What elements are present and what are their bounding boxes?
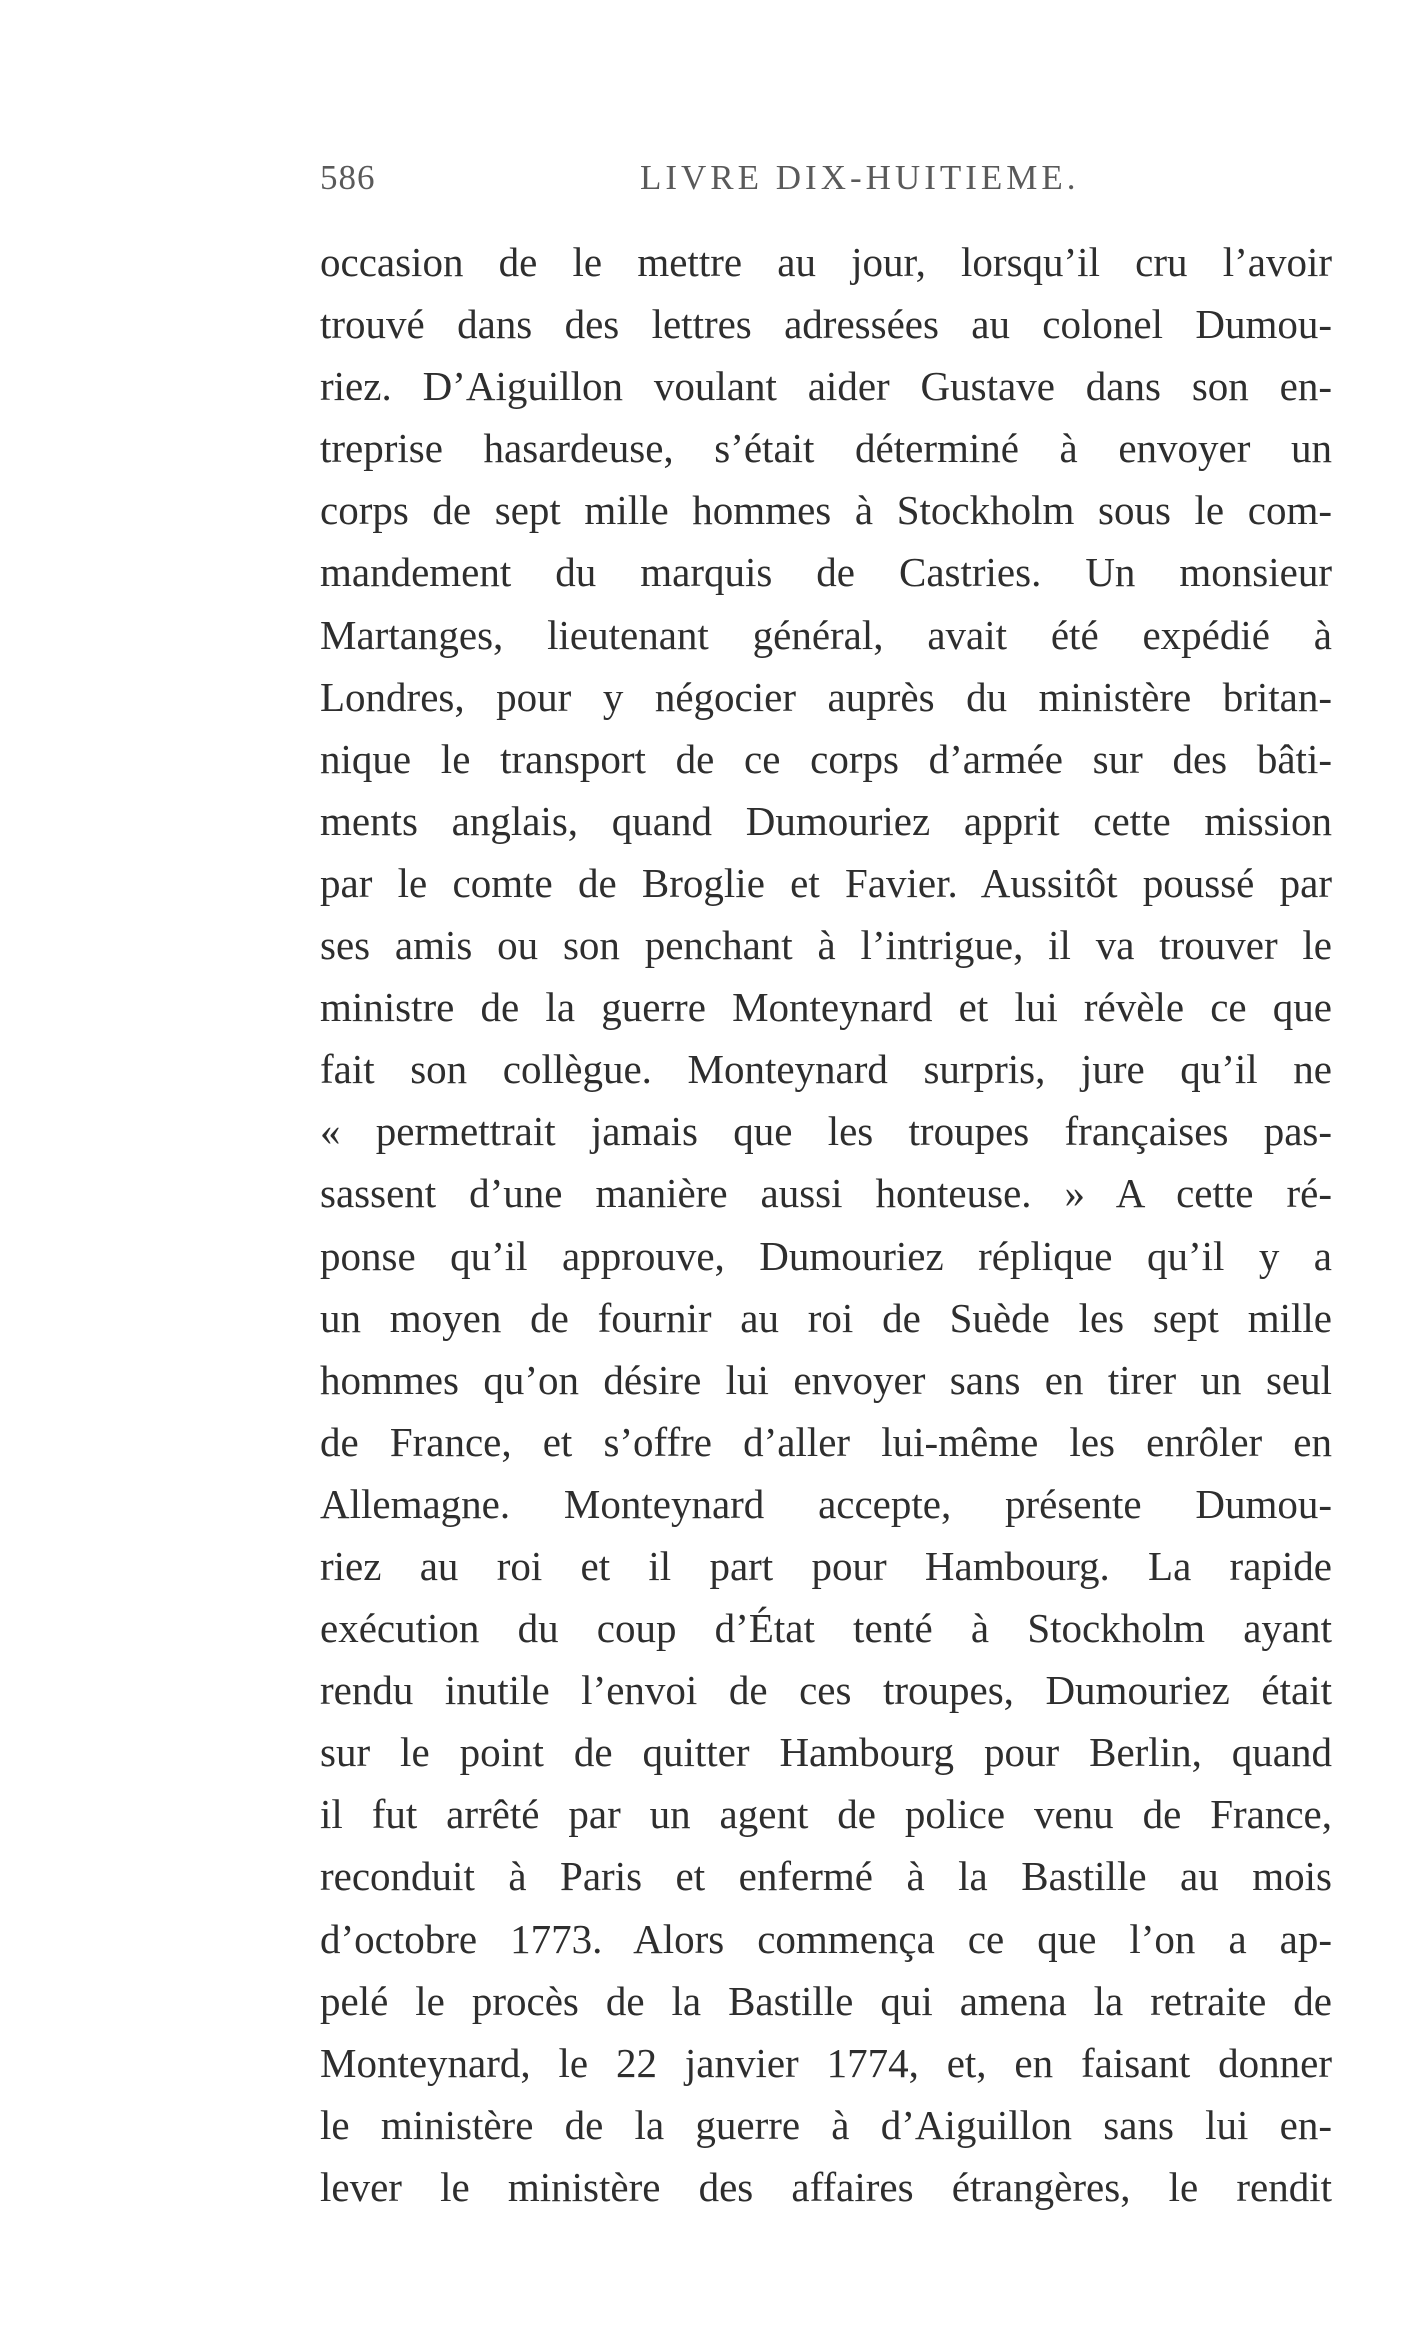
text-line: riez au roi et il part pour Hambourg. La rapide xyxy=(320,1542,1332,1589)
text-line: nique le transport de ce corps d’armée sur des bâti- xyxy=(320,735,1332,782)
text-line: corps de sept mille hommes à Stockholm sous le com- xyxy=(320,487,1332,534)
text-line: « permettrait jamais que les troupes françaises pas- xyxy=(320,1108,1332,1155)
running-head xyxy=(320,158,1332,208)
section-title: LIVRE DIX-HUITIEME. xyxy=(640,158,1080,197)
text-line: d’octobre 1773. Alors commença ce que l’on a ap- xyxy=(320,1915,1332,1962)
text-line: sassent d’une manière aussi honteuse. » A cette ré- xyxy=(320,1170,1332,1217)
text-line: Allemagne. Monteynard accepte, présente Dumou- xyxy=(320,1480,1332,1527)
text-line: un moyen de fournir au roi de Suède les sept mille xyxy=(320,1294,1332,1341)
text-line: ments anglais, quand Dumouriez apprit cette mission xyxy=(320,797,1332,844)
text-line: sur le point de quitter Hambourg pour Berlin, quand xyxy=(320,1729,1332,1776)
text-line: occasion de le mettre au jour, lorsqu’il cru l’avoir xyxy=(320,239,1332,285)
text-line: treprise hasardeuse, s’était déterminé à envoyer un xyxy=(320,425,1332,472)
text-line: trouvé dans des lettres adressées au colonel Dumou- xyxy=(320,301,1332,348)
text-line: rendu inutile l’envoi de ces troupes, Dumouriez était xyxy=(320,1667,1332,1714)
text-line: ses amis ou son penchant à l’intrigue, il va trouver le xyxy=(320,922,1332,969)
text-line: de France, et s’offre d’aller lui-même les enrôler en xyxy=(320,1418,1332,1465)
text-line: lever le ministère des affaires étrangères, le rendit xyxy=(320,2163,1332,2210)
text-line: pelé le procès de la Bastille qui amena la retraite de xyxy=(320,1977,1332,2024)
text-line: le ministère de la guerre à d’Aiguillon sans lui en- xyxy=(320,2101,1332,2148)
text-line: Londres, pour y négocier auprès du ministère britan- xyxy=(320,673,1332,720)
text-line: fait son collègue. Monteynard surpris, jure qu’il ne xyxy=(320,1046,1332,1093)
text-line: il fut arrêté par un agent de police venu de France, xyxy=(320,1791,1332,1838)
text-line: reconduit à Paris et enfermé à la Bastille au mois xyxy=(320,1853,1332,1900)
text-line: Monteynard, le 22 janvier 1774, et, en faisant donner xyxy=(320,2039,1332,2086)
body-text xyxy=(320,231,1332,2218)
page-number: 586 xyxy=(320,158,376,197)
text-line: exécution du coup d’État tenté à Stockholm ayant xyxy=(320,1605,1332,1652)
text-line: par le comte de Broglie et Favier. Aussitôt poussé par xyxy=(320,859,1332,906)
text-line: ministre de la guerre Monteynard et lui révèle ce que xyxy=(320,984,1332,1031)
text-line: ponse qu’il approuve, Dumouriez réplique qu’il y a xyxy=(320,1232,1332,1279)
text-line: mandement du marquis de Castries. Un monsieur xyxy=(320,549,1332,596)
text-line: riez. D’Aiguillon voulant aider Gustave dans son en- xyxy=(320,363,1332,410)
text-line: Martanges, lieutenant général, avait été expédié à xyxy=(320,611,1332,658)
text-line: hommes qu’on désire lui envoyer sans en tirer un seul xyxy=(320,1356,1332,1403)
